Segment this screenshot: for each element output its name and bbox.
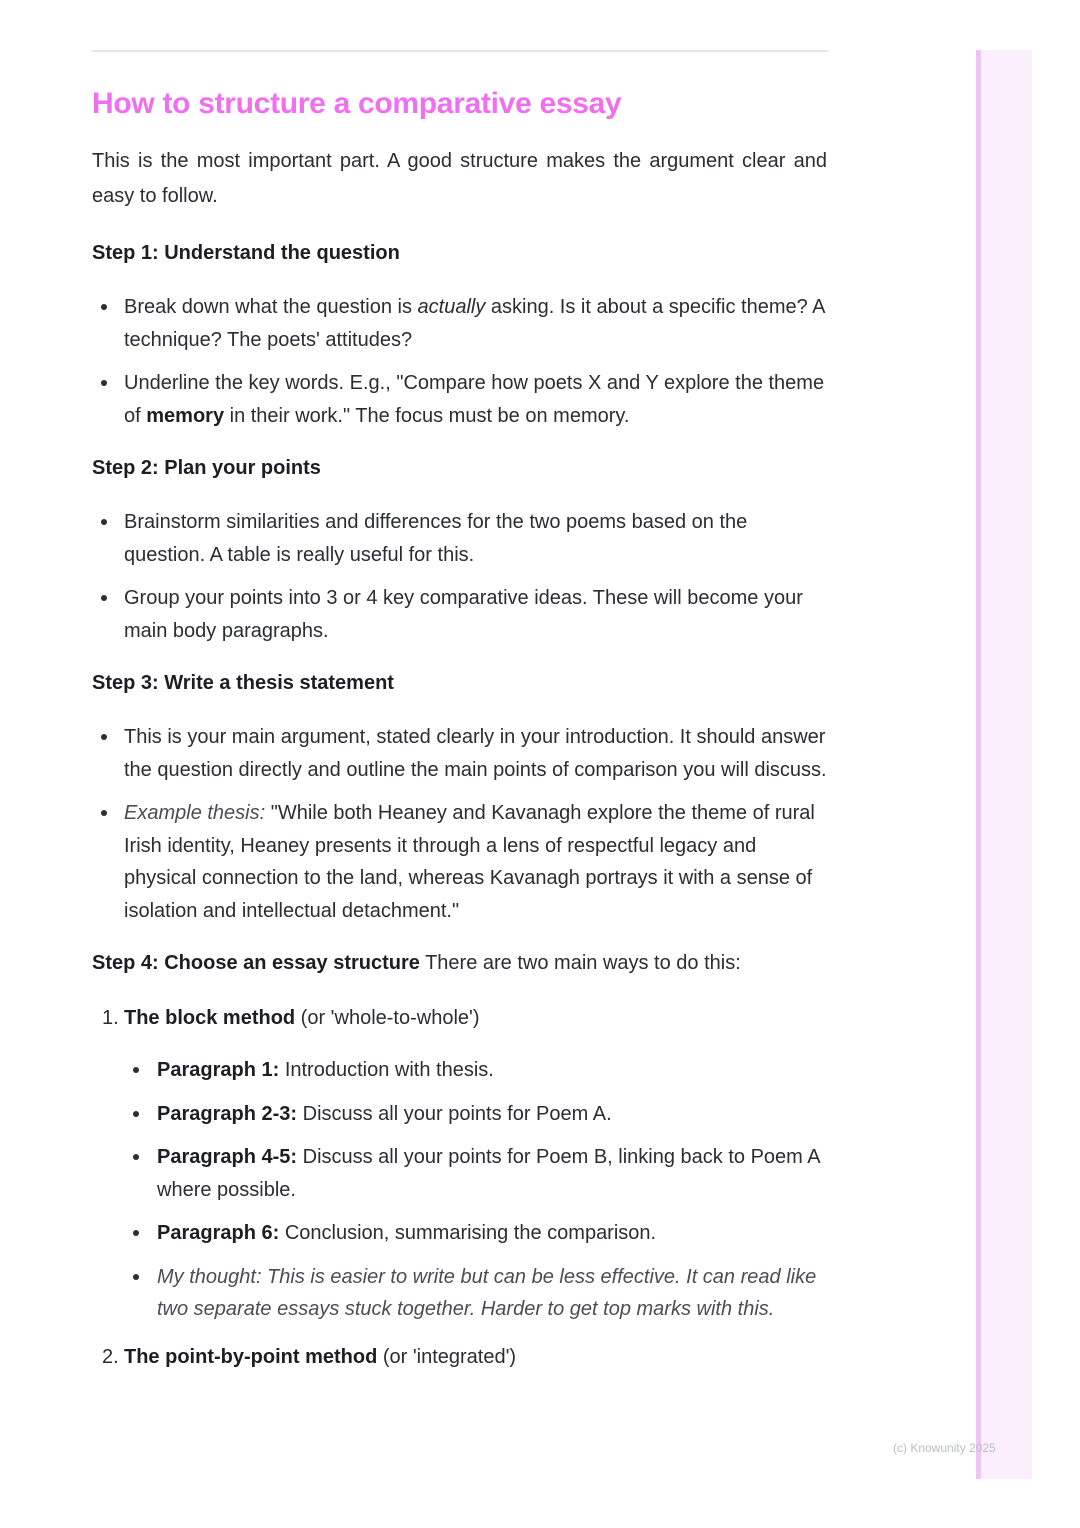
side-margin-bar [976,50,981,1479]
list-item-thought: My thought: This is easier to write but can be less effective. It can read like two separate essays stuck together. Harder to get top marks with this. [124,1261,827,1326]
list-item: This is your main argument, stated clearly in your introduction. It should answer the question directly and outline the main points of comparison you will discuss. [92,721,827,786]
method-point-by-point: 2. The point-by-point method (or 'integrated') [102,1345,517,1368]
step-1-list [92,291,827,432]
list-item: Underline the key words. E.g., "Compare how poets X and Y explore the theme of memory in their work." The focus must be on memory. [92,367,827,432]
list-item: Paragraph 4-5: Discuss all your points for Poem B, linking back to Poem A where possible. [124,1141,827,1206]
list-item: Break down what the question is actually asking. Is it about a specific theme? A technique? The poets' attitudes? [92,291,827,356]
method-block: 1. The block method (or 'whole-to-whole') Paragraph 1: Introduction with thesis. Paragraph 2-3: Discuss all your points for Poem A. Paragraph 4-5: Discuss all your points for Poem B, linking back to Poem A where possible. Paragraph 6: Conclusion, summarising the comparison. My thought: This is easier to write but can be less effective. It can read like two separate essays stuck together. Harder to get top marks with this. [92,1001,827,1326]
top-divider [92,50,828,52]
list-item: Example thesis: "While both Heaney and Kavanagh explore the theme of rural Irish identity, Heaney presents it through a lens of respectful legacy and physical connection to the land, whereas Kavanagh portrays it with a sense of isolation and intellectual detachment." [92,797,827,927]
step-2-heading: Step 2: Plan your points [92,457,321,479]
list-item: Paragraph 1: Introduction with thesis. [124,1054,827,1087]
list-item: Paragraph 6: Conclusion, summarising the comparison. [124,1217,827,1250]
document-body [92,84,827,1375]
step-3-list [92,721,827,927]
step-3-heading: Step 3: Write a thesis statement [92,672,394,694]
step-1-heading: Step 1: Understand the question [92,242,400,264]
list-item: Paragraph 2-3: Discuss all your points for Poem A. [124,1098,827,1131]
block-method-list [124,1054,827,1326]
step-2-list [92,506,827,647]
intro-paragraph: This is the most important part. A good structure makes the argument clear and easy to follow. [92,150,827,207]
step-4-heading: Step 4: Choose an essay structure There are two main ways to do this: [92,952,741,974]
page-title: How to structure a comparative essay [92,87,622,120]
list-item: Brainstorm similarities and differences for the two poems based on the question. A table is really useful for this. [92,506,827,571]
essay-methods-list [92,1001,827,1375]
list-item: Group your points into 3 or 4 key comparative ideas. These will become your main body paragraphs. [92,582,827,647]
copyright-footer: (c) Knowunity 2025 [893,1441,996,1455]
side-margin-panel [976,50,1032,1479]
